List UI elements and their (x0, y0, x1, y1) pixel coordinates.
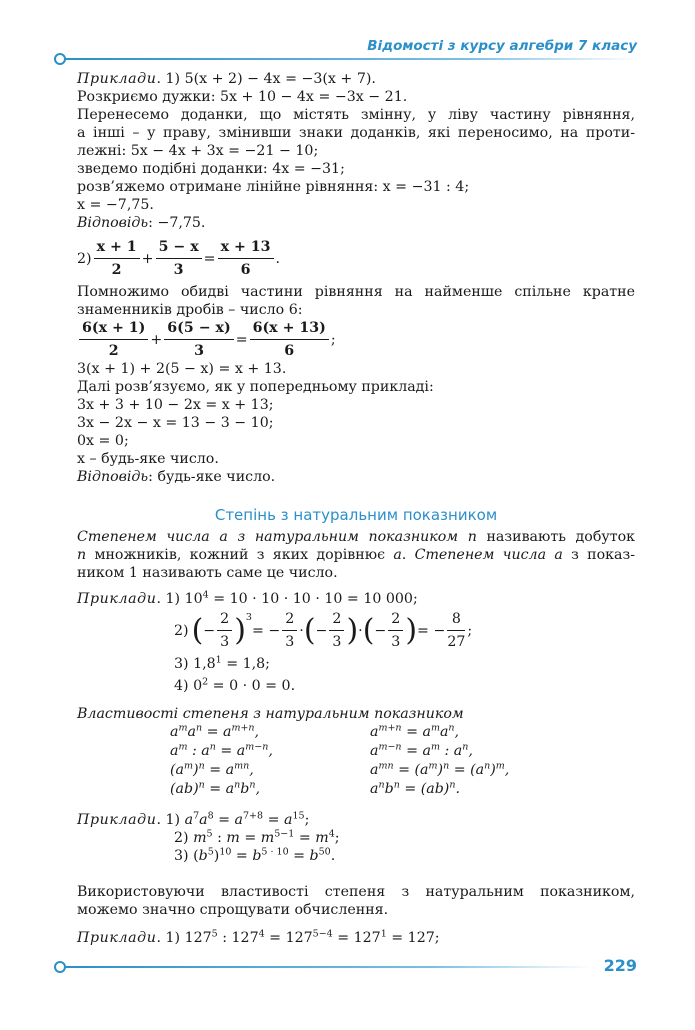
ex4-line-2: 2) $m^5$ : $m = m^{5-1} = m^4$; (174, 828, 340, 846)
ex4-line-3: 3) $(b^5)^{10} = b^{5 \cdot 10} = b^{50}$. (174, 846, 336, 864)
ex1-line-2: Розкриємо дужки: 5x + 10 − 4x = −3x − 21. (77, 89, 408, 105)
ex2-step-1: 3(x + 1) + 2(5 − x) = x + 13. (77, 361, 287, 377)
property: $a^{m-n} = a^m$ : $a^n$, (370, 741, 473, 759)
ex2-step-6: x – будь-яке число. (77, 451, 219, 467)
page-number: 229 (603, 956, 637, 975)
ex2-step-4: 3x − 2x − x = 13 − 3 − 10; (77, 415, 274, 431)
fraction: $\frac{6(x + 13)}{6}$ (250, 319, 329, 360)
definition-line-2: n множників, кожний з яких дорівнює a. Степенем числа a з показ- (77, 547, 635, 563)
ex1-answer: Відповідь: −7,75. (77, 215, 206, 231)
fraction: $\frac{x + 1}{2}$ (94, 238, 140, 279)
fraction: $\frac{5 - x}{3}$ (156, 238, 202, 279)
property: $(a^m)^n = a^{mn}$, (170, 760, 254, 778)
ex4-line-1: Приклади. 1) $a^7a^8 = a^{7+8} = a^{15}$; (77, 810, 310, 828)
page-content (77, 70, 635, 947)
property: $(ab)^n = a^nb^n$, (170, 779, 260, 797)
property: $a^m$ : $a^n = a^{m-n}$, (170, 741, 273, 759)
ex1-line-3: Перенесемо доданки, що містять змінну, у ліву частину рівняння, (77, 107, 635, 123)
ex1-line-5: лежні: 5x − 4x + 3x = −21 − 10; (77, 143, 319, 159)
footer-rule (62, 966, 592, 968)
property: $a^nb^n = (ab)^n$. (370, 779, 460, 797)
properties-title: Властивості степеня з натуральним показником (77, 706, 464, 722)
fraction: $\frac{6(5 - x)}{3}$ (164, 319, 233, 360)
ex3-line-1: Приклади. 1) $10^4 = 10 \cdot 10 \cdot 10 \cdot 10 = 10$ 000; (77, 589, 418, 607)
closing-text-1: Використовуючи властивості степеня з натуральним показником, (77, 884, 635, 900)
ex2-answer: Відповідь: будь-яке число. (77, 469, 276, 485)
fraction: $\frac{8}{27}$ (447, 611, 466, 650)
ex1-line-8: x = −7,75. (77, 197, 154, 213)
ex2-step-2: Далі розв’язуємо, як у попередньому прикладі: (77, 379, 434, 395)
fraction: $\frac{2}{3}$ (388, 610, 403, 651)
ex3-line-2: 2) ( − $\frac{2}{3}$ ) 3 = − $\frac{2}{3}$ · ( − $\frac{2}{3}$ ) · ( − $\frac{2}{3}$ ) = − $\frac{8}{27}$ ; (174, 611, 473, 650)
ex2-step-3: 3x + 3 + 10 − 2x = x + 13; (77, 397, 274, 413)
definition-line-1: Степенем числа a з натуральним показником n називають добуток (77, 529, 635, 545)
ex1-line-6: зведемо подібні доданки: 4x = −31; (77, 161, 345, 177)
ex2-equation: 2) $\frac{x + 1}{2}$ + $\frac{5 - x}{3}$ = $\frac{x + 13}{6}$ . (77, 239, 281, 278)
section-heading: Степінь з натуральним показником (214, 506, 498, 524)
ex1-line-7: розв’яжемо отримане лінійне рівняння: x = −31 : 4; (77, 179, 470, 195)
closing-example: Приклади. 1) $127^5$ : $127^4 = 127^{5-4} = 127^1 = 127$; (77, 928, 440, 946)
property: $a^ma^n = a^{m+n}$, (170, 722, 260, 740)
ex3-line-3: 3) $1,8^1 = 1,8$; (174, 654, 270, 672)
properties-grid (170, 723, 635, 799)
ex2-step-5: 0x = 0; (77, 433, 129, 449)
fraction: $\frac{6(x + 1)}{2}$ (79, 319, 148, 360)
definition-line-3: ником 1 називають саме це число. (77, 565, 338, 581)
header-rule-dot (54, 53, 66, 65)
ex2-text-2: знаменників дробів – число 6: (77, 302, 303, 318)
fraction: $\frac{x + 13}{6}$ (218, 238, 274, 279)
fraction: $\frac{2}{3}$ (217, 610, 232, 651)
footer-rule-dot (54, 961, 66, 973)
property: $a^{m+n} = a^ma^n$, (370, 722, 460, 740)
fraction: $\frac{2}{3}$ (282, 610, 297, 651)
page-header-title: Відомості з курсу алгебри 7 класу (367, 38, 637, 54)
closing-text-2: можемо значно спрощувати обчислення. (77, 902, 389, 918)
ex1-line-1: Приклади. 1) 5(x + 2) − 4x = −3(x + 7). (77, 71, 376, 87)
ex1-line-4: а інші – у праву, змінивши знаки доданків, які переносимо, на проти- (77, 125, 635, 141)
property: $a^{mn} = (a^m)^n = (a^n)^m$, (370, 760, 510, 778)
ex3-line-4: 4) $0^2 = 0 \cdot 0 = 0$. (174, 676, 296, 694)
fraction: $\frac{2}{3}$ (329, 610, 344, 651)
ex2-text-1: Помножимо обидві частини рівняння на найменше спільне кратне (77, 284, 635, 300)
header-rule (62, 58, 640, 60)
ex2-multiplied: $\frac{6(x + 1)}{2}$ + $\frac{6(5 - x)}{3}$ = $\frac{6(x + 13)}{6}$ ; (77, 319, 635, 360)
